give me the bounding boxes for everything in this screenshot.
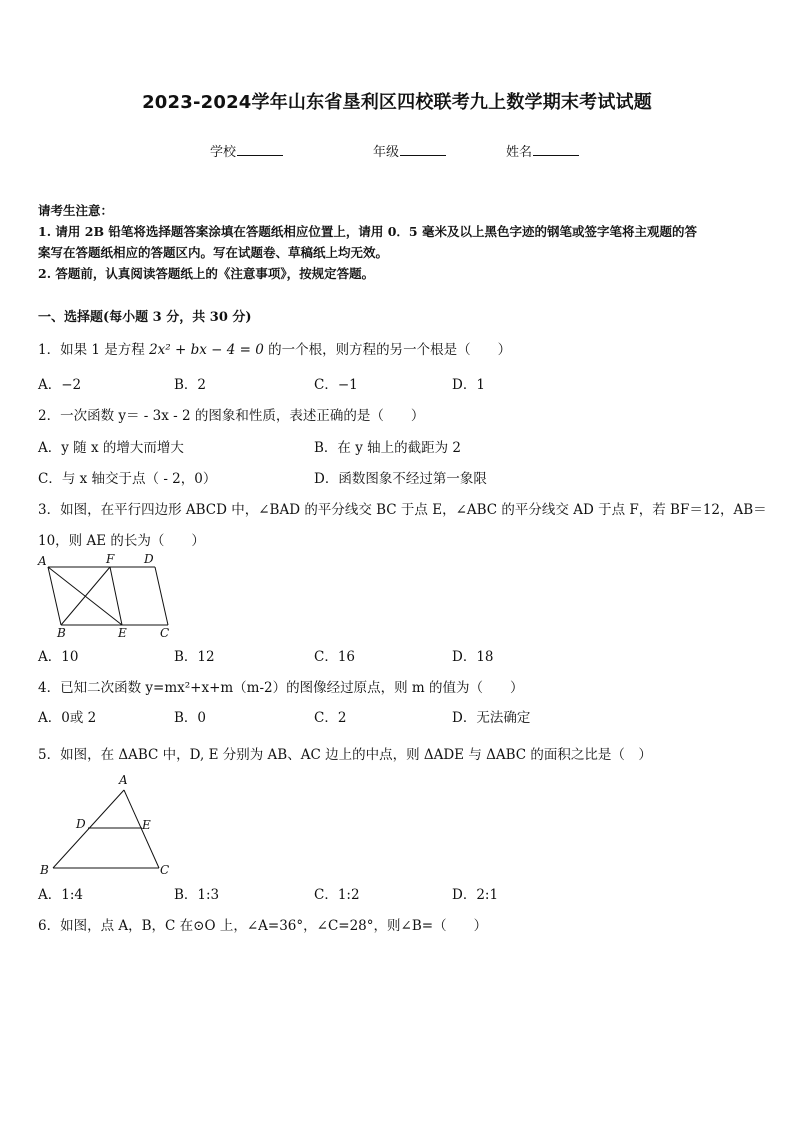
label-c: C [160, 626, 170, 640]
name-field [506, 141, 579, 160]
q2-option-a[interactable]: A．y 随 x 的增大而增大 [38, 440, 184, 456]
q1-option-b[interactable]: B．2 [174, 377, 207, 393]
q1-option-d[interactable]: D．1 [452, 377, 485, 393]
q1-prefix: 1．如果 1 是方程 [38, 342, 150, 358]
notice-line-2: 2. 答题前，认真阅读答题纸上的《注意事项》，按规定答题。 [38, 266, 375, 281]
page-title: 2023-2024学年山东省垦利区四校联考九上数学期末考试试题 [142, 92, 652, 113]
q3-option-d[interactable]: D．18 [452, 649, 494, 665]
question-6: 6．如图，点 A，B，C 在⊙O 上，∠A=36°，∠C=28°，则∠B=（ ） [38, 918, 488, 934]
triangle-figure [34, 768, 184, 880]
notice-line-1a: 1. 请用 2B 铅笔将选择题答案涂填在答题纸相应位置上，请用 0．5 毫米及以上黑色字迹的钢笔或签字笔将主观题的答 [38, 224, 697, 239]
q5-option-a[interactable]: A．1:4 [38, 887, 83, 903]
question-3-line-2: 10，则 AE 的长为（ ） [38, 533, 205, 549]
question-1 [38, 338, 511, 358]
q3-option-c[interactable]: C．16 [314, 649, 356, 665]
q4-option-a[interactable]: A．0或 2 [38, 710, 97, 726]
label-e: E [118, 626, 127, 640]
q2-option-d[interactable]: D．函数图象不经过第一象限 [314, 471, 487, 487]
q3-option-b[interactable]: B．12 [174, 649, 215, 665]
grade-field [373, 141, 446, 160]
label-b: B [40, 863, 49, 877]
side-ab [53, 790, 124, 868]
segment-fe [110, 567, 122, 625]
q5-option-c[interactable]: C．1:2 [314, 887, 360, 903]
school-blank[interactable] [237, 143, 283, 156]
school-label: 学校 [210, 145, 237, 160]
parallelogram-figure [34, 550, 184, 642]
q2-option-b[interactable]: B．在 y 轴上的截距为 2 [314, 440, 462, 456]
side-dc [155, 567, 168, 625]
name-label: 姓名 [506, 145, 533, 160]
q2-option-c[interactable]: C．与 x 轴交于点（ - 2，0） [38, 471, 217, 487]
name-blank[interactable] [533, 143, 579, 156]
question-3-line-1: 3．如图，在平行四边形 ABCD 中，∠BAD 的平分线交 BC 于点 E，∠ABC 的平分线交 AD 于点 F，若 BF＝12，AB＝ [38, 502, 767, 518]
q4-option-c[interactable]: C．2 [314, 710, 347, 726]
q5-option-d[interactable]: D．2:1 [452, 887, 499, 903]
q1-equation: 2x² + bx − 4 = 0 [149, 342, 264, 358]
q5-option-b[interactable]: B．1:3 [174, 887, 220, 903]
q1-option-a[interactable]: A．−2 [38, 377, 82, 393]
q1-suffix: 的一个根，则方程的另一个根是（ ） [263, 342, 512, 358]
label-a: A [119, 773, 128, 787]
notice-heading: 请考生注意： [38, 203, 114, 218]
school-field [210, 141, 283, 160]
notice-line-1b: 案写在答题纸相应的答题区内。写在试题卷、草稿纸上均无效。 [38, 245, 389, 260]
question-5: 5．如图，在 ΔABC 中，D, E 分别为 AB、AC 边上的中点，则 ΔADE 与 ΔABC 的面积之比是（ ） [38, 747, 652, 763]
label-d: D [76, 817, 86, 831]
q4-option-d[interactable]: D．无法确定 [452, 710, 531, 726]
grade-blank[interactable] [400, 143, 446, 156]
question-4: 4．已知二次函数 y=mx²+x+m（m-2）的图像经过原点，则 m 的值为（ ） [38, 680, 524, 696]
label-d: D [144, 552, 154, 566]
label-e: E [142, 818, 151, 832]
section-heading: 一、选择题(每小题 3 分，共 30 分) [38, 310, 252, 325]
question-2: 2．一次函数 y＝ - 3x - 2 的图象和性质，表述正确的是（ ） [38, 408, 425, 424]
q3-option-a[interactable]: A．10 [38, 649, 79, 665]
label-f: F [106, 552, 115, 566]
label-b: B [57, 626, 66, 640]
label-a: A [38, 554, 47, 568]
grade-label: 年级 [373, 145, 400, 160]
segment-bf [61, 567, 110, 625]
q4-option-b[interactable]: B．0 [174, 710, 207, 726]
q1-option-c[interactable]: C．−1 [314, 377, 358, 393]
label-c: C [160, 863, 170, 877]
